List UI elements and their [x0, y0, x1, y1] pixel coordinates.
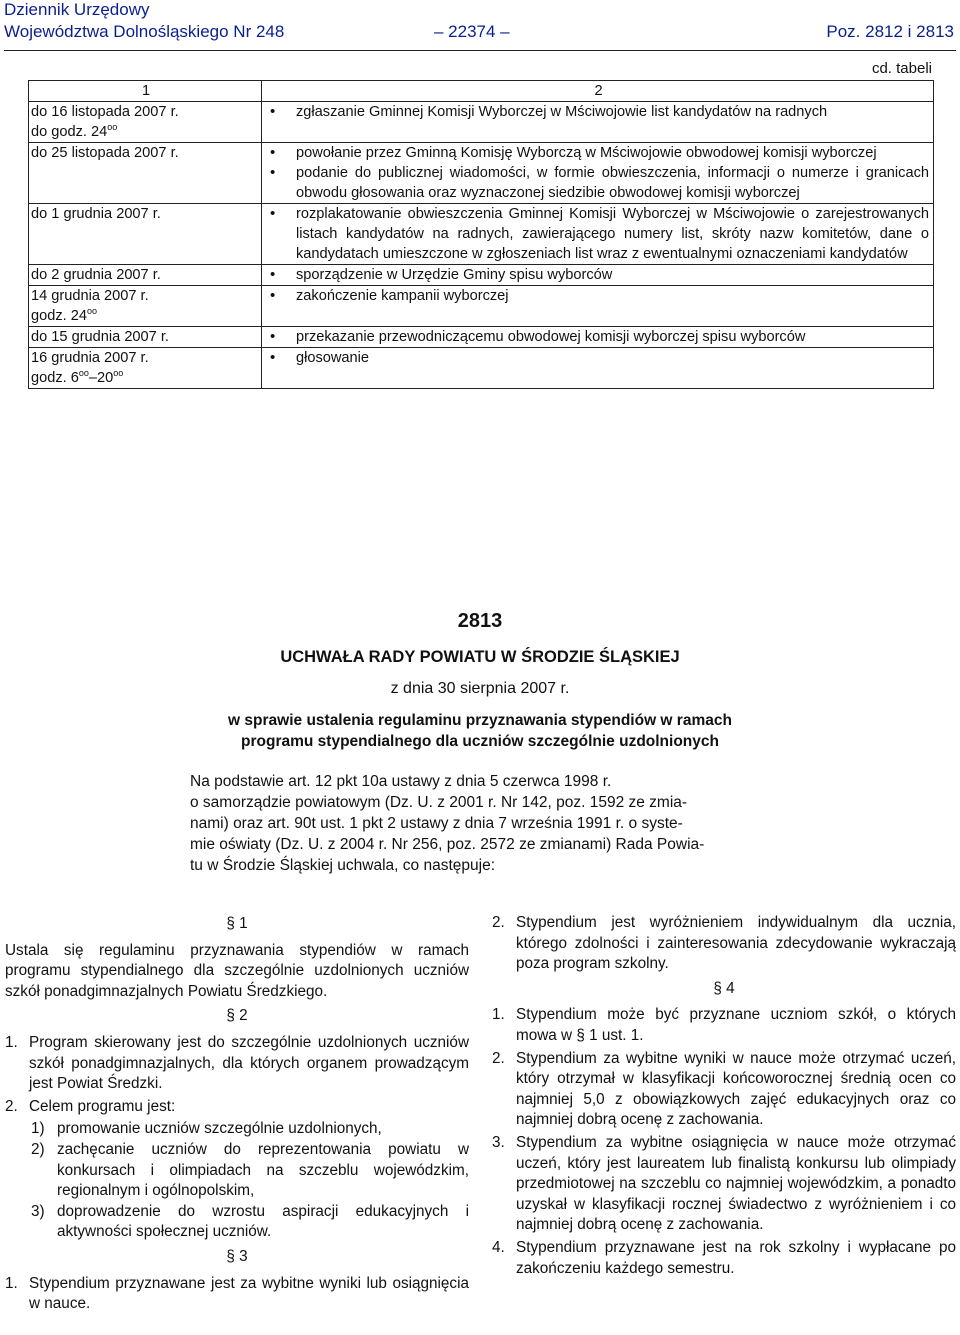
numbered-item: 2. Stypendium jest wyróżnieniem indywidualnym dla ucznia, którego zdolności i zainteresowania zdecydowanie wykraczają poza program szkolny. [492, 914, 956, 973]
activity-cell [262, 327, 934, 348]
section-3-items-continued [492, 913, 956, 975]
date-cell [29, 143, 262, 204]
numbered-item: 2. Stypendium za wybitne wyniki w nauce może otrzymać uczeń, który otrzymał w klasyfikacji końcoworocznej średnią ocen co najmniej 5,0 z obowiązkowych zajęć edukacyjnych oraz co najmniej dobrą ocenę z zachowania. [492, 1049, 956, 1129]
activity-cell [262, 286, 934, 327]
date-text: do 1 grudnia 2007 r. [31, 206, 161, 222]
time-text: godz. $24^{oo}$ [31, 306, 98, 324]
date-text: do 25 listopada 2007 r. [31, 145, 179, 161]
sub-item: 1) promowanie uczniów szczególnie uzdolnionych, [5, 1119, 469, 1140]
table-row [29, 143, 934, 204]
numbered-item: 3. Stypendium za wybitne osiągnięcia w nauce może otrzymać uczeń, który jest laureatem lub finalistą konkursu lub olimpiady przedmiotowej na szczeblu co najmniej wojewódzkim, a ponadto uzyskał w klasyfikacji rocznej świadectwo z wyróżnieniem i co najmniej dobrą ocenę z zachowania. [492, 1133, 956, 1234]
table-row [29, 102, 934, 143]
item-number: 3) [31, 1202, 45, 1220]
resolution-number: 2813 [457, 610, 503, 632]
page-number: – 22374 – [434, 22, 510, 41]
sub-item: 3) doprowadzenie do wzrostu aspiracji edukacyjnych i aktywności społecznej uczniów. [31, 1202, 469, 1241]
section-heading: § 4 [713, 979, 735, 997]
date-text: 16 grudnia 2007 r. [31, 350, 149, 366]
item-number: 3. [492, 1133, 505, 1151]
section-1-text: Ustala się regulaminu przyznawania stypendiów w ramach programu stypendialnego dla szczególnie uzdolnionych uczniów szkół ponadgimnazjalnych Powiatu Średzkiego. [5, 941, 469, 1000]
preamble-line: Na podstawie art. 12 pkt 10a ustawy z dnia 5 czerwca 1998 r. [190, 773, 612, 790]
item-number: 1. [5, 1033, 18, 1051]
table-row [29, 265, 934, 286]
activity-item: • rozplakatowanie obwieszczenia Gminnej Komisji Wyborczej w Mściwojowie o zarejestrowanych listach kandydatów na radnych, zawierającego numery list, skróty nazw komitetów, dane o kandydatach umieszczone w zgłoszeniach list wraz z ewentualnymi oznaczeniami kandydatów [270, 204, 929, 264]
activity-item: • sporządzenie w Urzędzie Gminy spisu wyborców [270, 265, 929, 285]
item-number: 2. [492, 914, 505, 931]
date-text: do 16 listopada 2007 r. [31, 104, 179, 120]
numbered-item: 4. Stypendium przyznawane jest na rok szkolny i wypłacane po zakończeniu każdego semestru. [492, 1238, 956, 1277]
resolution-date: z dnia 30 sierpnia 2007 r. [390, 680, 570, 697]
column-number-row [29, 81, 934, 102]
province-line: Województwa Dolnośląskiego Nr 248 [4, 22, 285, 41]
section-2-subitems [5, 1119, 469, 1243]
activity-item: • podanie do publicznej wiadomości, w formie obwieszczenia, informacji o numerze i granicach obwodu głosowania oraz wyznaczonej siedzibie obwodowej komisji wyborczej [270, 163, 929, 203]
position-numbers: Poz. 2812 i 2813 [826, 22, 954, 41]
time-superscript: oo [87, 306, 98, 316]
date-cell [29, 265, 262, 286]
item-number: 2. [5, 1097, 18, 1115]
activity-cell [262, 348, 934, 389]
table-row [29, 327, 934, 348]
date-cell [29, 286, 262, 327]
activity-cell [262, 102, 934, 143]
time-superscript: oo [78, 368, 89, 378]
item-number: 2. [492, 1049, 505, 1067]
column-number: 1 [29, 81, 262, 102]
activity-item: • zgłaszanie Gminnej Komisji Wyborczej w Mściwojowie list kandydatów na radnych [270, 102, 929, 122]
section-heading: § 3 [226, 1247, 248, 1265]
section-4-items [492, 1005, 956, 1279]
activity-cell [262, 143, 934, 204]
election-schedule-table [28, 80, 934, 389]
numbered-item: 1. Stypendium może być przyznane uczniom szkół, o których mowa w § 1 ust. 1. [492, 1006, 956, 1044]
section-heading: § 2 [226, 1007, 248, 1025]
subject-line: programu stypendialnego dla uczniów szczególnie uzdolnionych [241, 733, 719, 750]
item-number: 1. [492, 1006, 505, 1024]
table-row [29, 286, 934, 327]
left-column [5, 910, 469, 1317]
activity-cell [262, 265, 934, 286]
column-number: 2 [262, 81, 934, 102]
numbered-item: 1. Program skierowany jest do szczególnie uzdolnionych uczniów szkół ponadgimnazjalnych, dla których organem prowadzącym jest Powiat Średzki. [5, 1033, 469, 1093]
section-heading: § 1 [226, 915, 248, 932]
section-3-items [5, 1274, 469, 1315]
subject-line: w sprawie ustalenia regulaminu przyznawania stypendiów w ramach [228, 712, 732, 729]
numbered-item: 1. Stypendium przyznawane jest za wybitne wyniki lub osiągnięcia w nauce. [5, 1274, 469, 1313]
time-superscript: oo [107, 122, 118, 132]
date-text: do 15 grudnia 2007 r. [31, 329, 169, 345]
date-text: 14 grudnia 2007 r. [31, 288, 149, 304]
activity-item: • powołanie przez Gminną Komisję Wyborczą w Mściwojowie obwodowej komisji wyborczej [270, 143, 929, 163]
date-cell [29, 348, 262, 389]
section-2-items [5, 1033, 469, 1117]
item-number: 1) [31, 1120, 45, 1138]
item-number: 1. [5, 1274, 18, 1292]
sub-item: 2) zachęcanie uczniów do reprezentowania powiatu w konkursach i olimpiadach na szczeblu wojewódzkim, regionalnym i ogólnopolskim, [31, 1140, 469, 1200]
time-text: godz. $6^{oo}-20^{oo}$ [31, 368, 124, 386]
resolution-title: UCHWAŁA RADY POWIATU W ŚRODZIE ŚLĄSKIEJ [280, 648, 680, 666]
preamble-line: o samorządzie powiatowym (Dz. U. z 2001 r. Nr 142, poz. 1592 ze zmia- [190, 794, 688, 811]
activity-item: • głosowanie [270, 348, 929, 368]
activity-cell [262, 204, 934, 265]
date-text: do 2 grudnia 2007 r. [31, 267, 161, 283]
item-number: 4. [492, 1238, 505, 1256]
table-row [29, 348, 934, 389]
time-text: do godz. $24^{oo}$ [31, 122, 118, 140]
preamble-line: tu w Środzie Śląskiej uchwala, co następuje: [190, 857, 495, 874]
right-column [492, 913, 956, 1281]
preamble [190, 771, 780, 876]
preamble-line: mie oświaty (Dz. U. z 2004 r. Nr 256, poz. 2572 ze zmianami) Rada Powia- [190, 836, 705, 853]
page-header [4, 0, 956, 51]
activity-item: • zakończenie kampanii wyborczej [270, 286, 929, 306]
time-superscript: oo [113, 368, 124, 378]
activity-item: • przekazanie przewodniczącemu obwodowej komisji wyborczej spisu wyborców [270, 327, 929, 347]
date-cell [29, 204, 262, 265]
resolution-subject [140, 710, 820, 752]
journal-title: Dziennik Urzędowy [4, 0, 150, 19]
numbered-item: 2. Celem programu jest: [5, 1097, 469, 1118]
preamble-line: nami) oraz art. 90t ust. 1 pkt 2 ustawy z dnia 7 września 1991 r. o syste- [190, 815, 683, 832]
table-continuation-label: cd. tabeli [871, 60, 932, 77]
item-number: 2) [31, 1140, 45, 1158]
date-cell [29, 102, 262, 143]
table-row [29, 204, 934, 265]
date-cell [29, 327, 262, 348]
